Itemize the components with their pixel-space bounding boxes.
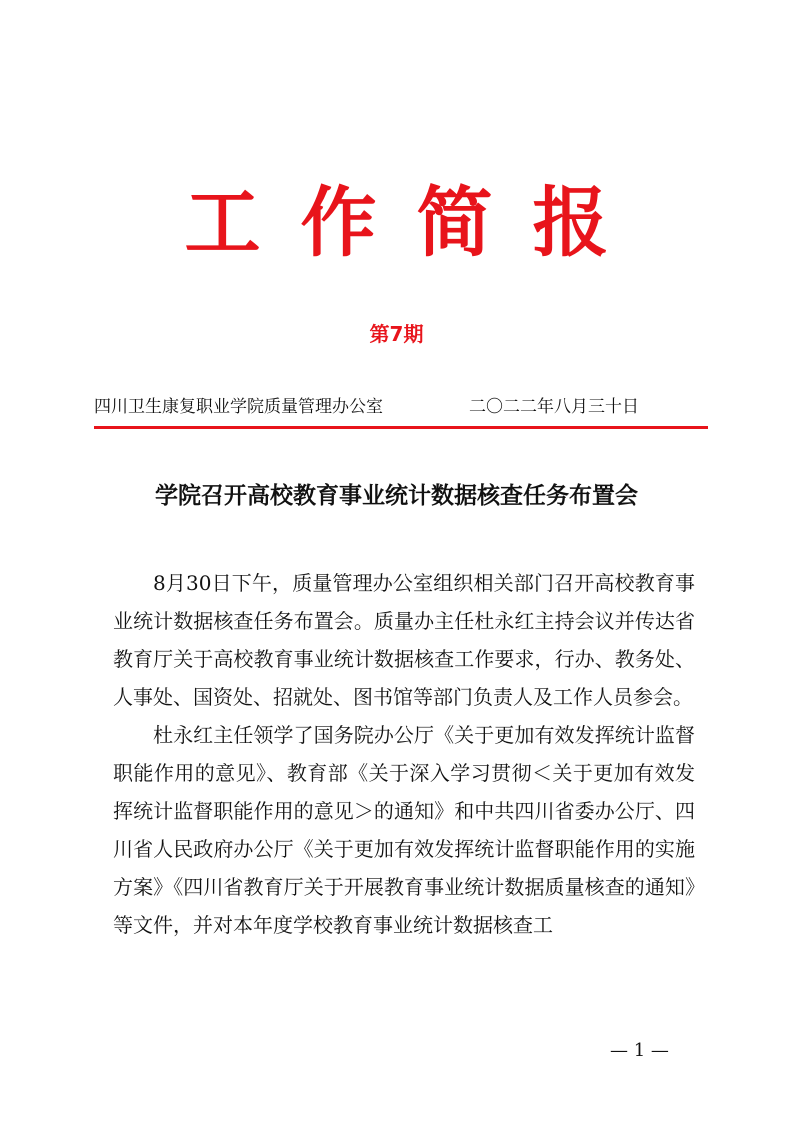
issuer-row — [94, 394, 694, 420]
page-number: — 1 — — [610, 1040, 669, 1061]
issuer-name: 四川卫生康复职业学院质量管理办公室 — [94, 397, 383, 417]
red-divider-rule — [94, 426, 708, 429]
masthead-title: 工作简报 — [184, 178, 649, 267]
issue-number: 第7期 — [369, 322, 424, 346]
article-body — [113, 564, 695, 944]
article-title: 学院召开高校教育事业统计数据核查任务布置会 — [155, 482, 638, 509]
article-paragraph: 杜永红主任领学了国务院办公厅《关于更加有效发挥统计监督职能作用的意见》、教育部《关于深入学习贯彻＜关于更加有效发挥统计监督职能作用的意见＞的通知》和中共四川省委办公厅、四川省人民政府办公厅《关于更加有效发挥统计监督职能作用的实施方案》《四川省教育厅关于开展教育事业统计数据质量核查的通知》等文件，并对本年度学校教育事业统计数据核查工 — [113, 723, 695, 937]
article-paragraph: 8月30日下午，质量管理办公室组织相关部门召开高校教育事业统计数据核查任务布置会。质量办主任杜永红主持会议并传达省教育厅关于高校教育事业统计数据核查工作要求，行办、教务处、人事处、国资处、招就处、图书馆等部门负责人及工作人员参会。 — [113, 571, 695, 709]
issue-date: 二〇二二年八月三十日 — [469, 397, 639, 417]
